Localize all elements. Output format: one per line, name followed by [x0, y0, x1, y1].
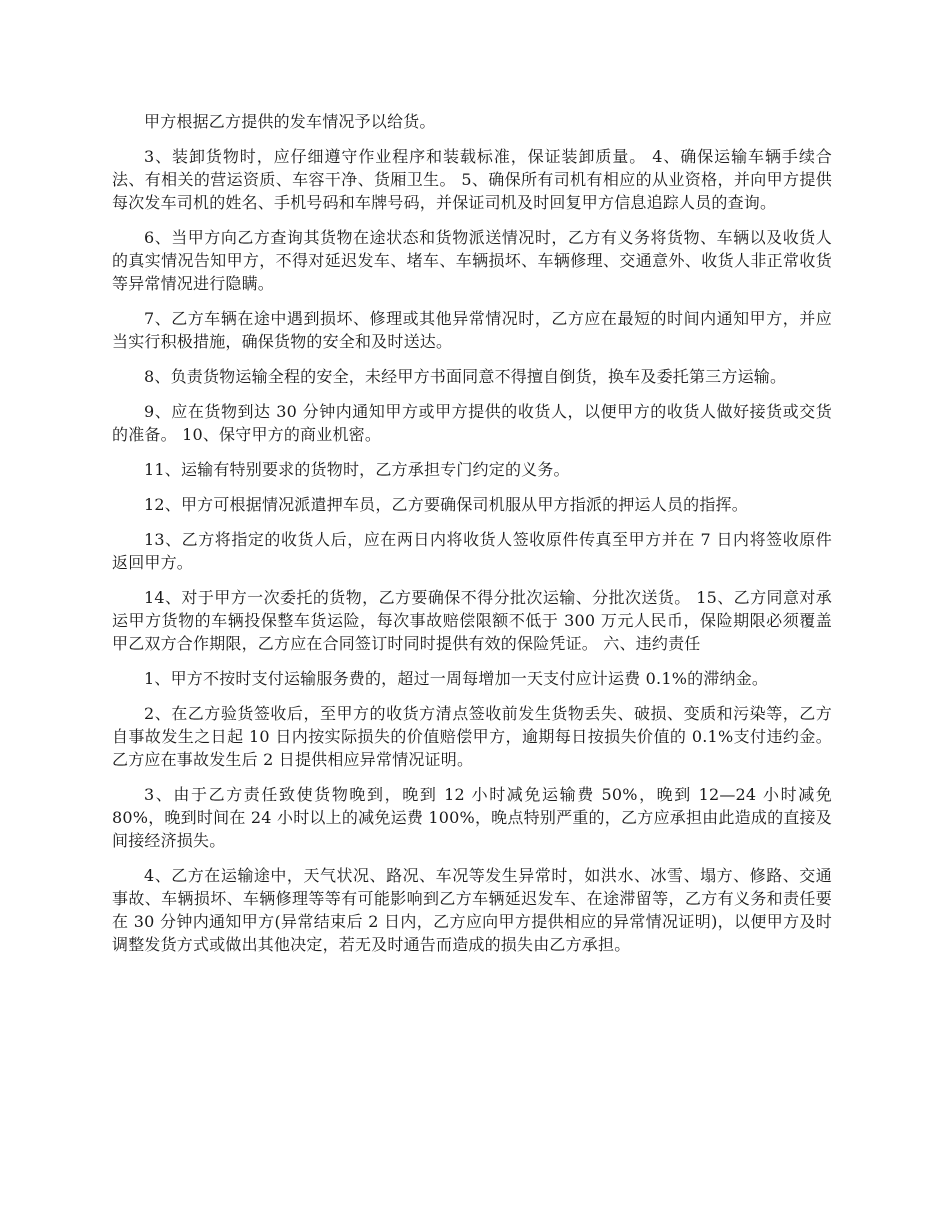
paragraph: 11、运输有特别要求的货物时，乙方承担专门约定的义务。: [144, 460, 570, 479]
paragraph: 8、负责货物运输全程的安全，未经甲方书面同意不得擅自倒货，换车及委托第三方运输。: [144, 367, 787, 386]
paragraph: 14、对于甲方一次委托的货物，乙方要确保不得分批次运输、分批次送货。 15、乙方同意对承运甲方货物的车辆投保整车货运险，每次事故赔偿限额不低于 300 万元人民币，保险期限必须覆盖甲乙双方合作期限，乙方应在合同签订时同时提供有效的保险凭证。 六、违约责任: [112, 588, 832, 653]
paragraph: 甲方根据乙方提供的发车情况予以给货。: [144, 112, 436, 131]
paragraph: 9、应在货物到达 30 分钟内通知甲方或甲方提供的收货人，以便甲方的收货人做好接货或交货的准备。 10、保守甲方的商业机密。: [112, 402, 832, 444]
paragraph: 13、乙方将指定的收货人后，应在两日内将收货人签收原件传真至甲方并在 7 日内将签收原件返回甲方。: [112, 530, 832, 572]
paragraph: 1、甲方不按时支付运输服务费的，超过一周每增加一天支付应计运费 0.1%的滞纳金。: [144, 669, 769, 688]
paragraph: 6、当甲方向乙方查询其货物在途状态和货物派送情况时，乙方有义务将货物、车辆以及收货人的真实情况告知甲方，不得对延迟发车、堵车、车辆损坏、车辆修理、交通意外、收货人非正常收货等异常情况进行隐瞒。: [112, 228, 832, 293]
paragraph: 7、乙方车辆在途中遇到损坏、修理或其他异常情况时，乙方应在最短的时间内通知甲方，并应当实行积极措施，确保货物的安全和及时送达。: [112, 309, 832, 351]
paragraph: 12、甲方可根据情况派遣押车员，乙方要确保司机服从甲方指派的押运人员的指挥。: [144, 495, 748, 514]
paragraph: 2、在乙方验货签收后，至甲方的收货方清点签收前发生货物丢失、破损、变质和污染等，乙方自事故发生之日起 10 日内按实际损失的价值赔偿甲方，逾期每日按损失价值的 0.1%支付违约金。乙方应在事故发生后 2 日提供相应异常情况证明。: [112, 704, 832, 769]
paragraph: 4、乙方在运输途中，天气状况、路况、车况等发生异常时，如洪水、冰雪、塌方、修路、交通事故、车辆损坏、车辆修理等等有可能影响到乙方车辆延迟发车、在途滞留等，乙方有义务和责任要在 30 分钟内通知甲方(异常结束后 2 日内，乙方应向甲方提供相应的异常情况证明)，以便甲方及时调整发货方式或做出其他决定，若无及时通告而造成的损失由乙方承担。: [112, 866, 832, 954]
paragraph: 3、装卸货物时，应仔细遵守作业程序和装载标准，保证装卸质量。 4、确保运输车辆手续合法、有相关的营运资质、车容干净、货厢卫生。 5、确保所有司机有相应的从业资格，并向甲方提供每次发车司机的姓名、手机号码和车牌号码，并保证司机及时回复甲方信息追踪人员的查询。: [112, 147, 832, 212]
paragraph: 3、由于乙方责任致使货物晚到，晚到 12 小时减免运输费 50%，晚到 12—24 小时减免 80%，晚到时间在 24 小时以上的减免运费 100%，晚点特别严重的，乙方应承担由此造成的直接及间接经济损失。: [112, 785, 832, 850]
